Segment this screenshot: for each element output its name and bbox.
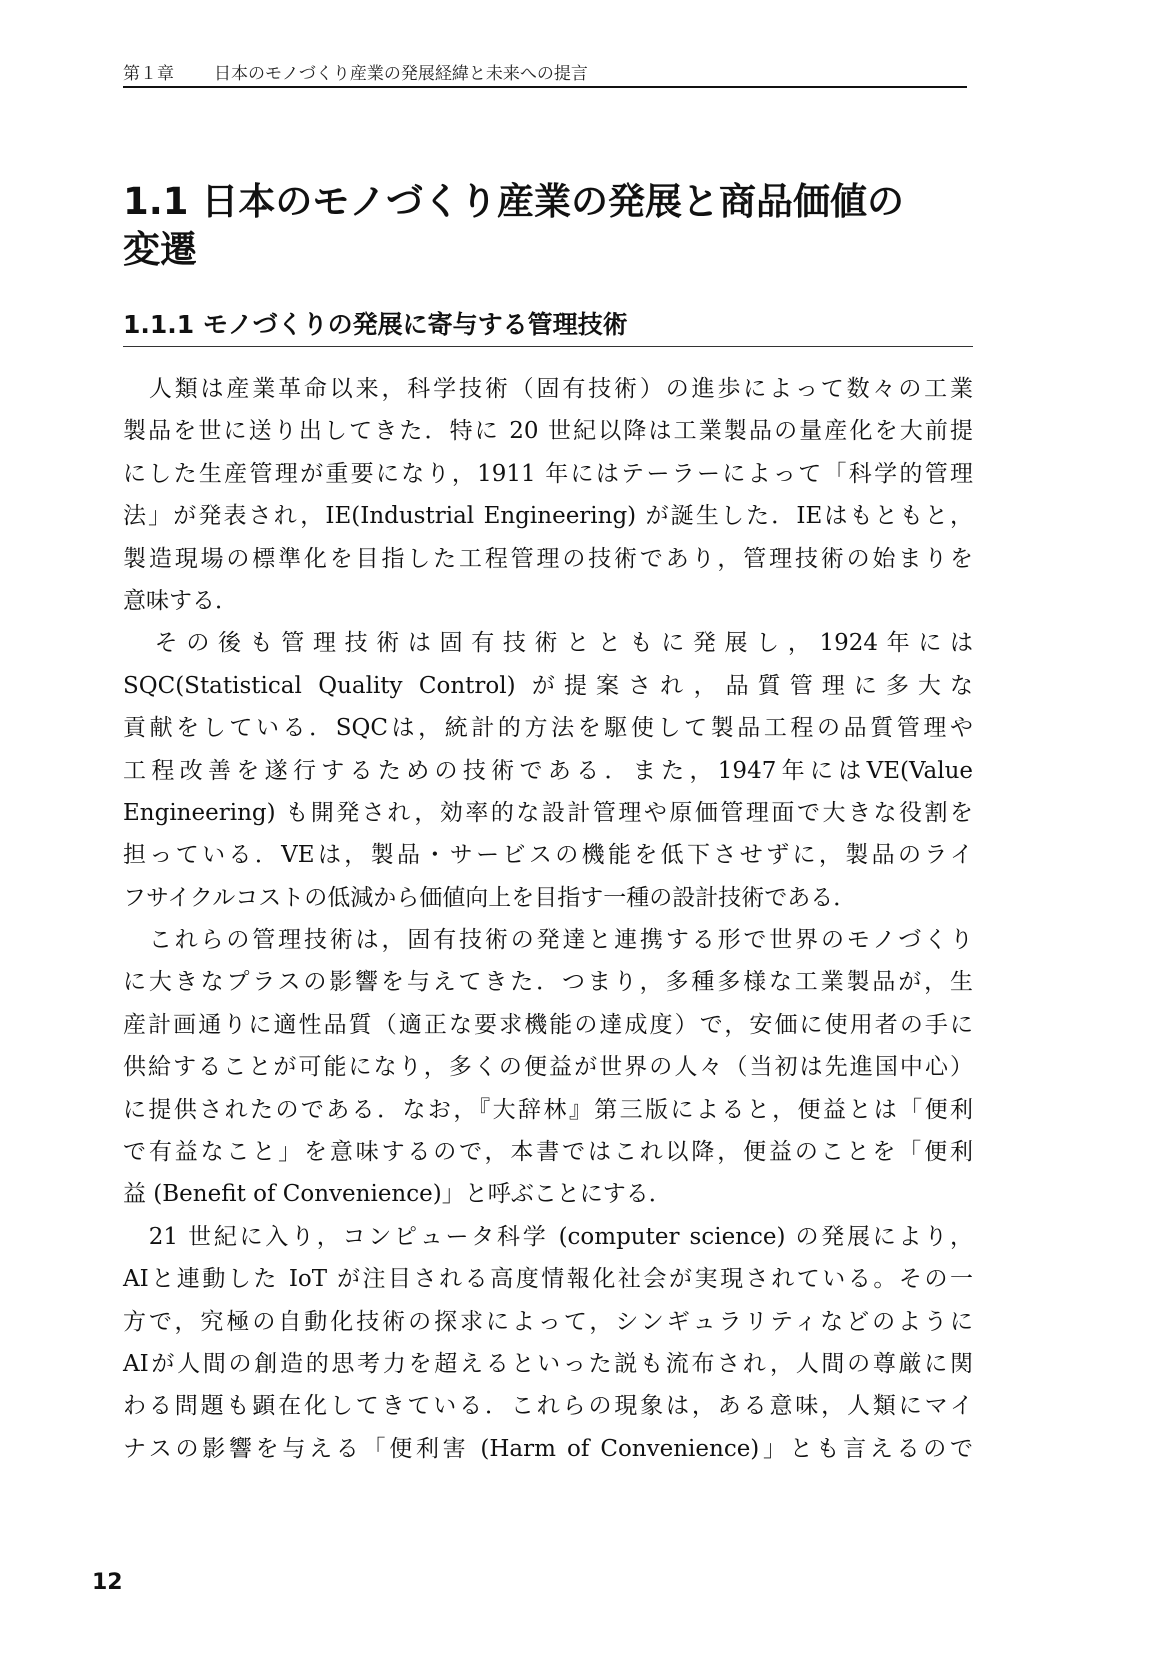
- text-line: にした生産管理が重要になり，1911 年にはテーラーによって「科学的管理: [123, 460, 973, 487]
- text-line: 貢献をしている．SQCは，統計的方法を駆使して製品工程の品質管理や: [123, 715, 973, 742]
- text-line: その後も管理技術は固有技術とともに発展し，1924年には: [123, 630, 973, 657]
- text-line: Engineering) も開発され，効率的な設計管理や原価管理面で大きな役割を: [123, 799, 973, 826]
- section-title-line-2: 変遷: [123, 228, 197, 271]
- text-line: 人類は産業革命以来，科学技術（固有技術）の進歩によって数々の工業: [123, 376, 973, 402]
- running-header: [123, 58, 967, 88]
- text-line: 法」が発表され，IE(Industrial Engineering) が誕生した．IEはもともと，: [123, 503, 973, 530]
- text-line: 産計画通りに適性品質（適正な要求機能の達成度）で，安価に使用者の手に: [123, 1011, 973, 1038]
- section-title-line-1: 1.1 日本のモノづくり産業の発展と商品価値の: [123, 180, 905, 223]
- page-number: 12: [92, 1570, 123, 1595]
- text-line: で有益なこと」を意味するので，本書ではこれ以降，便益のことを「便利: [123, 1139, 973, 1166]
- text-line: に大きなプラスの影響を与えてきた．つまり，多種多様な工業製品が，生: [123, 969, 973, 996]
- chapter-title: 日本のモノづくり産業の発展経緯と未来への提言: [214, 64, 588, 84]
- text-line: SQC(Statistical Quality Control) が提案され，品質管理に多大な: [123, 672, 973, 699]
- chapter-label: 第１章: [123, 64, 174, 84]
- text-line: わる問題も顕在化してきている．これらの現象は，ある意味，人類にマイ: [123, 1393, 973, 1420]
- text-line: これらの管理技術は，固有技術の発達と連携する形で世界のモノづくり: [123, 927, 973, 954]
- text-line: 製造現場の標準化を目指した工程管理の技術であり，管理技術の始まりを: [123, 545, 973, 572]
- text-line: AIが人間の創造的思考力を超えるといった説も流布され，人間の尊厳に関: [123, 1350, 973, 1377]
- text-line: フサイクルコストの低減から価値向上を目指す一種の設計技術である．: [123, 884, 857, 911]
- text-line: ナスの影響を与える「便利害 (Harm of Convenience)」とも言えるので: [123, 1435, 973, 1462]
- text-line: 工程改善を遂行するための技術である．また，1947年にはVE(Value: [123, 757, 973, 784]
- text-line: 益 (Benefit of Convenience)」と呼ぶことにする．: [123, 1181, 672, 1208]
- text-line: 意味する．: [123, 587, 238, 614]
- text-line: 供給することが可能になり，多くの便益が世界の人々（当初は先進国中心）: [123, 1054, 974, 1081]
- text-line: に提供されたのである．なお，『大辞林』第三版によると，便益とは「便利: [123, 1096, 973, 1123]
- text-line: 21 世紀に入り，コンピュータ科学 (computer science) の発展により，: [123, 1223, 973, 1250]
- text-line: 方で，究極の自動化技術の探求によって，シンギュラリティなどのように: [123, 1308, 973, 1335]
- body-text: [123, 368, 973, 1470]
- text-line: 担っている．VEは，製品・サービスの機能を低下させずに，製品のライ: [123, 842, 973, 869]
- text-line: AIと連動した IoT が注目される高度情報化社会が実現されている。その一: [123, 1266, 973, 1293]
- section-title: [123, 178, 983, 274]
- text-line: 製品を世に送り出してきた．特に 20 世紀以降は工業製品の量産化を大前提: [123, 418, 973, 445]
- subsection-title: 1.1.1 モノづくりの発展に寄与する管理技術: [123, 308, 973, 347]
